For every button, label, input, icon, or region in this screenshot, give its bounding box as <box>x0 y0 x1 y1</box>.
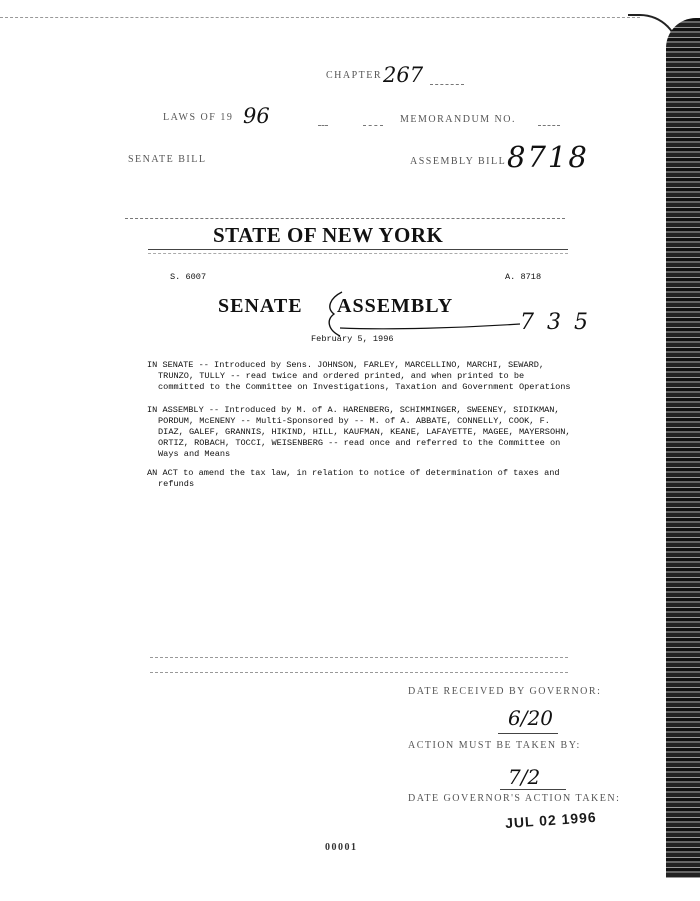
senate-introduction: IN SENATE -- Introduced by Sens. JOHNSON, FARLEY, MARCELLINO, MARCHI, SEWARD, TRUNZO, TULLY -- read twice and ordered printed, and when printed to be committed to the Committee on Investigations, Taxation and Government Operations <box>147 360 571 392</box>
assembly-bill-label: ASSEMBLY BILL <box>410 156 507 167</box>
laws-year: 96 <box>243 104 270 128</box>
action-by-underline <box>500 789 566 790</box>
assembly-number: A. 8718 <box>505 272 542 282</box>
date-received-label: DATE RECEIVED BY GOVERNOR: <box>408 686 602 697</box>
chapter-number: 267 <box>383 63 424 87</box>
laws-label: LAWS OF 19 <box>163 112 234 123</box>
senate-bill-label: SENATE BILL <box>128 154 207 165</box>
memorandum-label: MEMORANDUM NO. <box>400 114 517 125</box>
laws-dash-2 <box>363 125 383 126</box>
lower-rule-2 <box>150 672 568 673</box>
act-description: AN ACT to amend the tax law, in relation to notice of determination of taxes and refunds <box>147 468 560 489</box>
chapter-label: CHAPTER <box>326 70 383 81</box>
assembly-introduction: IN ASSEMBLY -- Introduced by M. of A. HARENBERG, SCHIMMINGER, SWEENEY, SIDIKMAN, PORDUM, McENENY -- Multi-Sponsored by -- M. of A. ABBATE, CONNELLY, COOK, F. DIAZ, GALEF, GRANNIS, HIKIND, HILL, KAUFMAN, KEANE, LAFAYETTE, MAGEE, MAYERSOHN, ORTIZ, ROBACH, TOCCI, WEISENBERG -- read once and referred to the Committee on Ways and Means <box>147 405 571 459</box>
senate-number: S. 6007 <box>170 272 207 282</box>
action-taken-label: DATE GOVERNOR'S ACTION TAKEN: <box>408 793 621 804</box>
action-by-label: ACTION MUST BE TAKEN BY: <box>408 740 581 751</box>
state-title: STATE OF NEW YORK <box>213 223 444 247</box>
lower-rule-1 <box>150 657 568 658</box>
title-bottom-rule <box>148 249 568 250</box>
scan-top-edge <box>0 17 640 18</box>
title-bottom-rule-faint <box>148 253 568 254</box>
handwritten-mark: 7 3 5 <box>520 310 591 335</box>
laws-dash-1 <box>318 125 328 126</box>
memorandum-underline <box>538 125 560 126</box>
date-received-underline <box>498 733 558 734</box>
chapter-underline <box>430 84 464 85</box>
action-by-value: 7/2 <box>508 765 541 789</box>
house-title-assembly: ASSEMBLY <box>337 295 454 317</box>
title-top-rule <box>125 218 565 219</box>
scan-right-edge <box>666 18 700 878</box>
bill-date: February 5, 1996 <box>311 334 394 344</box>
date-received-value: 6/20 <box>508 706 553 730</box>
assembly-bill-number: 8718 <box>507 140 589 174</box>
house-title-senate: SENATE <box>218 295 303 317</box>
page-number: 00001 <box>325 842 358 853</box>
action-taken-stamp: JUL 02 1996 <box>504 808 598 832</box>
